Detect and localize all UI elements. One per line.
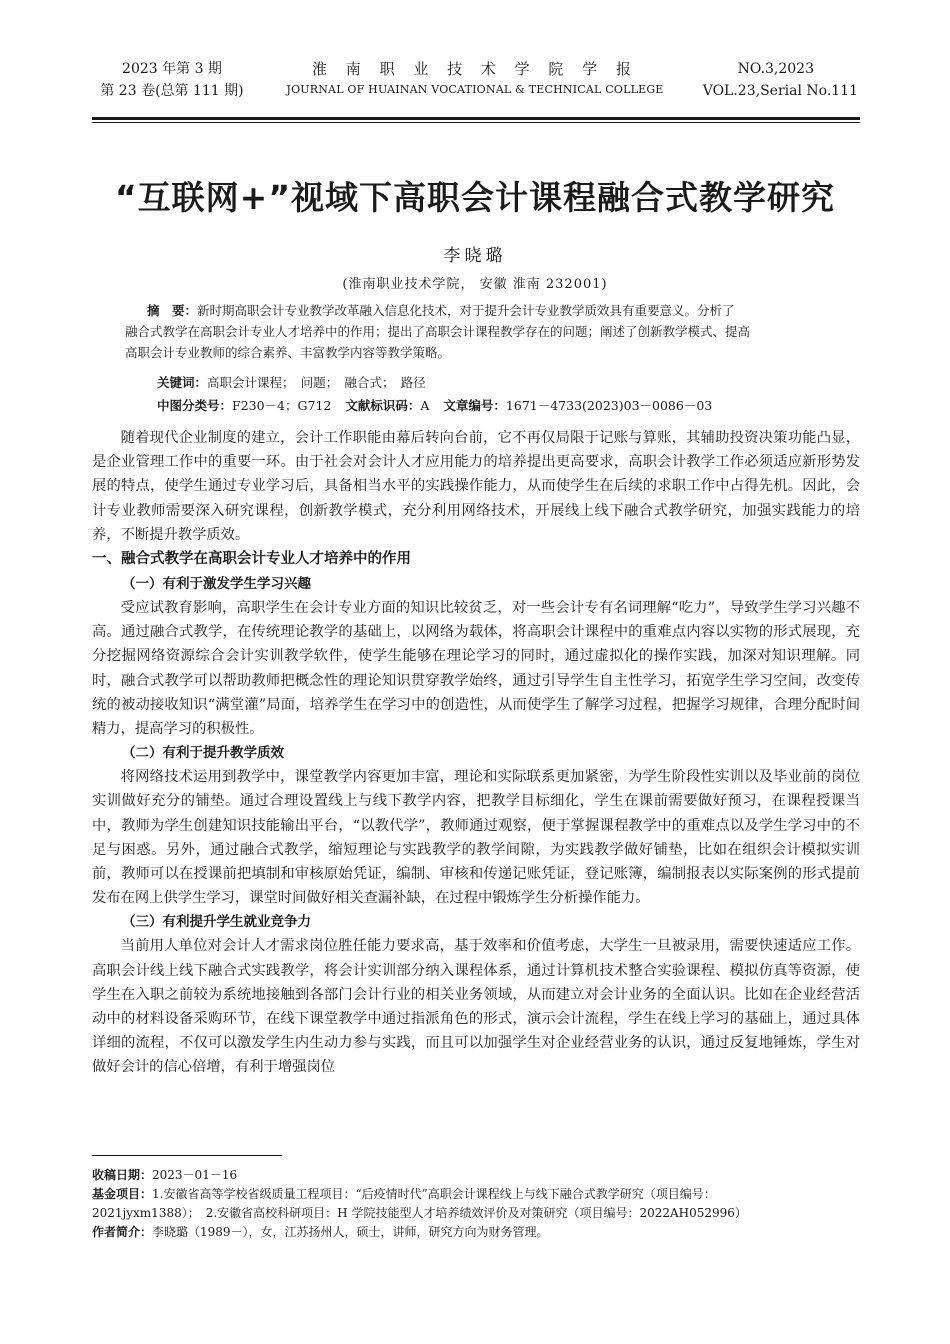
header-center (270, 58, 680, 100)
intro-paragraph: 随着现代企业制度的建立，会计工作职能由幕后转向台前，它不再仅局限于记账与算账，其辅助投资决策功能凸显，是企业管理工作中的重要一环。由于社会对会计人才应用能力的培养提出更高要求，高职会计教学工作必须适应新形势发展的特点，使学生通过专业学习后，具备相当水平的实践操作能力，从而使学生在后续的求职工作中占得先机。因此，会计专业教师需要深入研究课程，创新教学模式，充分利用网络技术，开展线上线下融合式教学研究，加强实践能力的培养，不断提升教学质效。 (92, 430, 860, 543)
clc-label: 中图分类号： (157, 398, 233, 413)
fund-line-1: 1.安徽省高等学校省级质量工程项目：“后疫情时代”高职会计课程线上与线下融合式教学研究（项目编号： (152, 1187, 716, 1201)
clc-value: F230－4；G712 (232, 398, 332, 413)
article-id-label: 文章编号： (443, 398, 506, 413)
header-rule-thick (92, 117, 860, 120)
keywords-text: 高职会计课程； 问题； 融合式； 路径 (207, 375, 426, 390)
article-author: 李晓璐 (443, 246, 507, 266)
received-label: 收稿日期： (92, 1168, 153, 1182)
subsection-3-paragraph: 当前用人单位对会计人才需求岗位胜任能力要求高，基于效率和价值考虑，大学生一旦被录用，需要快速适应工作。高职会计线上线下融合式实践教学，将会计实训部分纳入课程体系，通过计算机技术整合实验课程、模拟仿真等资源，使学生在入职之前较为系统地接触到各部门会计行业的相关业务领域，从而建立对会计业务的全面认识。比如在企业经营活动中的材料设备采购环节，在线下课堂教学中通过指派角色的形式，演示会计流程，学生在线上学习的基础上，通过具体详细的流程，不仅可以激发学生内生动力参与实践，而且可以加强学生对企业经营业务的认识，通过反复地锤炼，学生对做好会计的信心倍增，有利于增强岗位 (92, 938, 860, 1076)
abstract-label: 摘 要： (147, 303, 198, 318)
issue-cn: 2023 年第 3 期 (122, 61, 222, 77)
doc-code-label: 文献标识码： (345, 398, 421, 413)
footnotes (92, 1166, 860, 1242)
article-body (92, 426, 860, 1080)
running-header (0, 58, 950, 106)
journal-name-en: JOURNAL OF HUAINAN VOCATIONAL & TECHNICAL COLLEGE (286, 83, 664, 96)
keywords (157, 372, 426, 393)
author-bio-value: 李晓璐（1989－），女，江苏扬州人，硕士，讲师，研究方向为财务管理。 (152, 1225, 549, 1239)
abstract-line-1: 新时期高职会计专业教学改革融入信息化技术，对于提升会计专业教学质效具有重要意义。分析了 (197, 303, 735, 318)
received-value: 2023－01－16 (152, 1168, 238, 1182)
volume-en: VOL.23,Serial No.111 (702, 83, 858, 99)
abstract (125, 300, 835, 363)
author-bio (92, 1223, 860, 1242)
classification (157, 395, 712, 416)
abstract-line-3: 高职会计专业教师的综合素养、丰富教学内容等教学策略。 (125, 345, 451, 360)
issue-en: NO.3,2023 (737, 61, 814, 77)
article-title: “互联网+”视域下高职会计课程融合式教学研究 (114, 178, 836, 217)
fund-line-2: 2021jyxm1388）； 2.安徽省高校科研项目：H 学院技能型人才培养绩效评价及对策研究（项目编号：2022AH052996） (92, 1206, 747, 1220)
fund-label: 基金项目： (92, 1187, 153, 1201)
header-rule-thin (92, 122, 860, 123)
subsection-2-paragraph: 将网络技术运用到教学中，课堂教学内容更加丰富，理论和实际联系更加紧密，为学生阶段性实训以及毕业前的岗位实训做好充分的铺垫。通过合理设置线上与线下教学内容，把教学目标细化，学生在课前需要做好预习，在课程授课当中，教师为学生创建知识技能输出平台，“以教代学”，教师通过观察，便于掌握课程教学中的重难点以及学生学习中的不足与困惑。另外，通过融合式教学，缩短理论与实践教学的教学间隙，为实践教学做好铺垫，比如在组织会计模拟实训前，教师可以在授课前把填制和审核原始凭证，编制、审核和传递记账凭证，登记账簿，编制报表以实际案例的形式提前发布在网上供学生学习，课堂时间做好相关查漏补缺，在过程中锻炼学生分析操作能力。 (92, 769, 860, 907)
subsection-1-paragraph: 受应试教育影响，高职学生在会计专业方面的知识比较贫乏，对一些会计专有名词理解“吃力”，导致学生学习兴趣不高。通过融合式教学，在传统理论教学的基础上，以网络为载体，将高职会计课程中的重难点内容以实物的形式展现，充分挖掘网络资源综合会计实训教学软件，使学生能够在理论学习的同时，通过虚拟化的操作实践，加深对知识理解。同时，融合式教学可以帮助教师把概念性的理论知识贯穿教学始终，通过引导学生自主性学习，拓宽学生学习空间，改变传统的被动接收知识“满堂灌”局面，培养学生在学习中的创造性，从而使学生了解学习过程，把握学习规律，合理分配时间精力，提高学习的积极性。 (92, 600, 860, 738)
journal-name-cn: 淮 南 职 业 技 术 学 院 学 报 (312, 60, 638, 78)
subsection-3-heading: （三）有利提升学生就业竞争力 (122, 914, 311, 931)
keywords-label: 关键词： (157, 375, 208, 390)
header-left (92, 58, 252, 102)
received-date (92, 1166, 860, 1185)
volume-cn: 第 23 卷(总第 111 期) (100, 83, 244, 99)
author-bio-label: 作者简介： (92, 1225, 153, 1239)
doc-code-value: A (420, 398, 430, 413)
subsection-1-heading: （一）有利于激发学生学习兴趣 (122, 576, 311, 593)
subsection-2-heading: （二）有利于提升教学质效 (122, 745, 284, 762)
article-id-value: 1671－4733(2023)03－0086－03 (505, 398, 713, 413)
footnote-rule (92, 1155, 282, 1156)
header-right (703, 58, 858, 102)
abstract-line-2: 融合式教学在高职会计专业人才培养中的作用；提出了高职会计课程教学存在的问题；阐述了创新教学模式、提高 (125, 324, 751, 339)
fund-info (92, 1185, 860, 1204)
section-1-heading: 一、融合式教学在高职会计专业人才培养中的作用 (92, 551, 411, 568)
author-affiliation: (淮南职业技术学院， 安徽 淮南 232001) (342, 277, 608, 292)
